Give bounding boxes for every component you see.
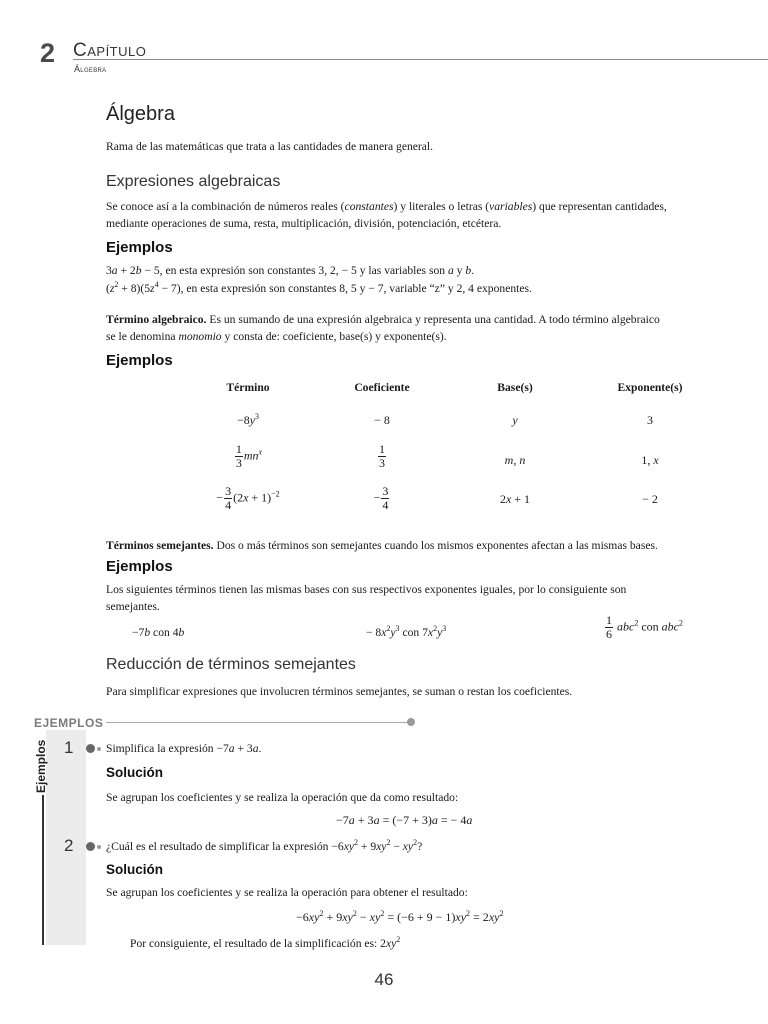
examples-band-dot <box>407 718 415 726</box>
semejantes-example-line2: semejantes. <box>106 600 160 613</box>
semejantes-pair-2: − $8x^2y^3$ con $7x^2y^3$ <box>366 624 447 639</box>
examples-vertical-label <box>30 735 54 795</box>
table-cell-coef-2 <box>312 443 452 470</box>
example-1-result: −7a + 3a = (−7 + 3)a = − 4a <box>336 813 473 827</box>
example-1-prompt: Simplifica la expresión −7a + 3a. <box>106 742 262 755</box>
table-cell-coef-1: − 8 <box>374 413 390 427</box>
example-2-prompt: ¿Cuál es el resultado de simplificar la expresión $-6xy^2 + 9xy^2 - xy^2$? <box>106 838 423 853</box>
coef-3-denominator: 4 <box>382 498 389 512</box>
section-title-reduccion: Reducción de términos semejantes <box>106 656 356 673</box>
example-2-conclusion-text: Por consiguiente, el resultado de la simplificación es: <box>130 937 381 950</box>
expresiones-paragraph <box>106 198 718 232</box>
table-cell-exp-2: 1, x <box>641 453 659 467</box>
example-expression-1-and: y <box>453 264 466 277</box>
example-expression-2: $(z^2 + 8)(5z^4 - 7)$, en esta expresión son constantes 8, 5 y − 7, variable “z” y 2, 4 exponentes. <box>106 280 532 295</box>
algebra-definition: Rama de las matemáticas que trata a las cantidades de manera general. <box>106 140 434 153</box>
table-cell-base-3: 2x + 1 <box>499 492 531 506</box>
termino-paragraph <box>106 311 718 345</box>
coef-3-sign: − <box>373 490 381 505</box>
table-cell-termino-3: − $\frac{3}{4}$ $(2x + 1)^{-2}$ <box>216 484 280 512</box>
example-2-prompt-text: ¿Cuál es el resultado de simplificar la expresión <box>106 840 332 853</box>
table-header-exponentes: Exponente(s) <box>617 381 683 394</box>
table-cell-exp-1: 3 <box>647 413 653 427</box>
section-title-expresiones: Expresiones algebraicas <box>106 173 281 190</box>
table-cell-base-2: m, n <box>504 453 526 467</box>
termino-em-monomio: monomio <box>178 330 222 343</box>
example-2-result: $-6xy^2 + 9xy^2 - xy^2 = (-6 + 9 - 1)xy^2 = 2xy^2$ <box>296 909 504 924</box>
example-1-number: 1 <box>64 738 74 757</box>
table-cell-coef-3 <box>312 485 452 512</box>
termino-text-b1: se le denomina <box>106 330 179 343</box>
table-header-termino: Término <box>226 381 270 394</box>
expresiones-text-3: ) que representan cantidades, <box>532 200 667 213</box>
pair-3-word: con <box>641 619 659 634</box>
expresiones-text-2: ) y literales o letras ( <box>393 200 490 213</box>
coef-2-numerator: 1 <box>379 442 385 456</box>
termino-lead: Término algebraico. <box>106 313 207 326</box>
expresiones-text-1: Se conoce así a la combinación de números reales ( <box>106 200 345 213</box>
example-1-solution-label: Solución <box>106 765 163 780</box>
coef-2-denominator: 3 <box>379 456 385 470</box>
examples-vertical-text: Ejemplos <box>34 739 48 793</box>
table-cell-exp-3: − 2 <box>642 492 658 506</box>
coef-3-numerator: 3 <box>382 484 389 498</box>
example-1-explanation: Se agrupan los coeficientes y se realiza la operación que da como resultado: <box>106 791 459 804</box>
ejemplos-heading-3: Ejemplos <box>106 558 173 575</box>
semejantes-definition <box>106 537 658 554</box>
table-header-coeficiente: Coeficiente <box>354 381 410 394</box>
example-2-explanation: Se agrupan los coeficientes y se realiza la operación para obtener el resultado: <box>106 886 468 899</box>
page-number: 46 <box>374 970 394 989</box>
semejantes-pair-3: $\frac{1}{6}$ abc$^2$ con abc$^2$ <box>606 613 683 641</box>
ejemplos-heading-2: Ejemplos <box>106 352 173 369</box>
table-cell-termino-1: $-8y^3$ <box>236 412 260 427</box>
semejantes-lead: Términos semejantes. <box>106 539 214 552</box>
pair-2-word: con <box>402 626 420 639</box>
table-cell-base-1: y <box>512 413 518 427</box>
expresiones-text-line2: mediante operaciones de suma, resta, multiplicación, división, potenciación, etcétera. <box>106 217 502 230</box>
semejantes-example-line1: Los siguientes términos tienen las mismas bases con sus respectivos exponentes iguales, por lo consiguiente son <box>106 583 627 596</box>
semejantes-text: Dos o más términos son semejantes cuando los mismos exponentes afectan a las mismas bases. <box>213 539 658 552</box>
example-1-prompt-text: Simplifica la expresión <box>106 742 217 755</box>
expresiones-em-constantes: constantes <box>344 200 394 213</box>
chapter-subtitle: Álgebra <box>74 64 107 74</box>
examples-band-bar <box>42 795 44 945</box>
table-cell-termino-2: $\frac{1}{3}$ $mn^x$ <box>235 442 263 470</box>
termino-text-b2: y consta de: coeficiente, base(s) y exponente(s). <box>221 330 447 343</box>
example-1-bullet-small <box>97 747 101 751</box>
pair-1-word: con <box>153 626 170 639</box>
ejemplos-heading-1: Ejemplos <box>106 239 173 256</box>
termino-text-a: Es un sumando de una expresión algebraica y representa una cantidad. A todo término algebraico <box>206 313 660 326</box>
semejantes-example-paragraph <box>106 581 718 615</box>
example-expression-2-text: , en esta expresión son constantes 8, 5 y − 7, variable “z” y 2, 4 exponentes. <box>180 282 532 295</box>
example-expression-1: 3a + 2b − 5, en esta expresión son constantes 3, 2, − 5 y las variables son a y b. <box>106 264 475 277</box>
header-rule <box>73 59 768 60</box>
examples-band-label: EJEMPLOS <box>34 716 104 730</box>
reduccion-paragraph: Para simplificar expresiones que involucren términos semejantes, se suman o restan los coeficientes. <box>106 685 573 698</box>
example-2-conclusion: Por consiguiente, el resultado de la simplificación es: $2xy^2$ <box>130 935 401 950</box>
section-title-algebra: Álgebra <box>106 103 175 125</box>
example-2-solution-label: Solución <box>106 862 163 877</box>
example-2-bullet-small <box>97 845 101 849</box>
expresiones-em-variables: variables <box>489 200 533 213</box>
chapter-title: Capítulo <box>73 40 147 61</box>
table-header-bases: Base(s) <box>497 381 533 394</box>
example-2-bullet <box>86 842 95 851</box>
example-1-bullet <box>86 744 95 753</box>
example-expression-1-text: , en esta expresión son constantes 3, 2, − 5 y las variables son <box>159 264 448 277</box>
examples-band-line <box>106 722 410 723</box>
semejantes-pair-1: −7b con 4b <box>132 626 185 639</box>
chapter-number: 2 <box>40 38 56 68</box>
example-2-number: 2 <box>64 836 74 855</box>
